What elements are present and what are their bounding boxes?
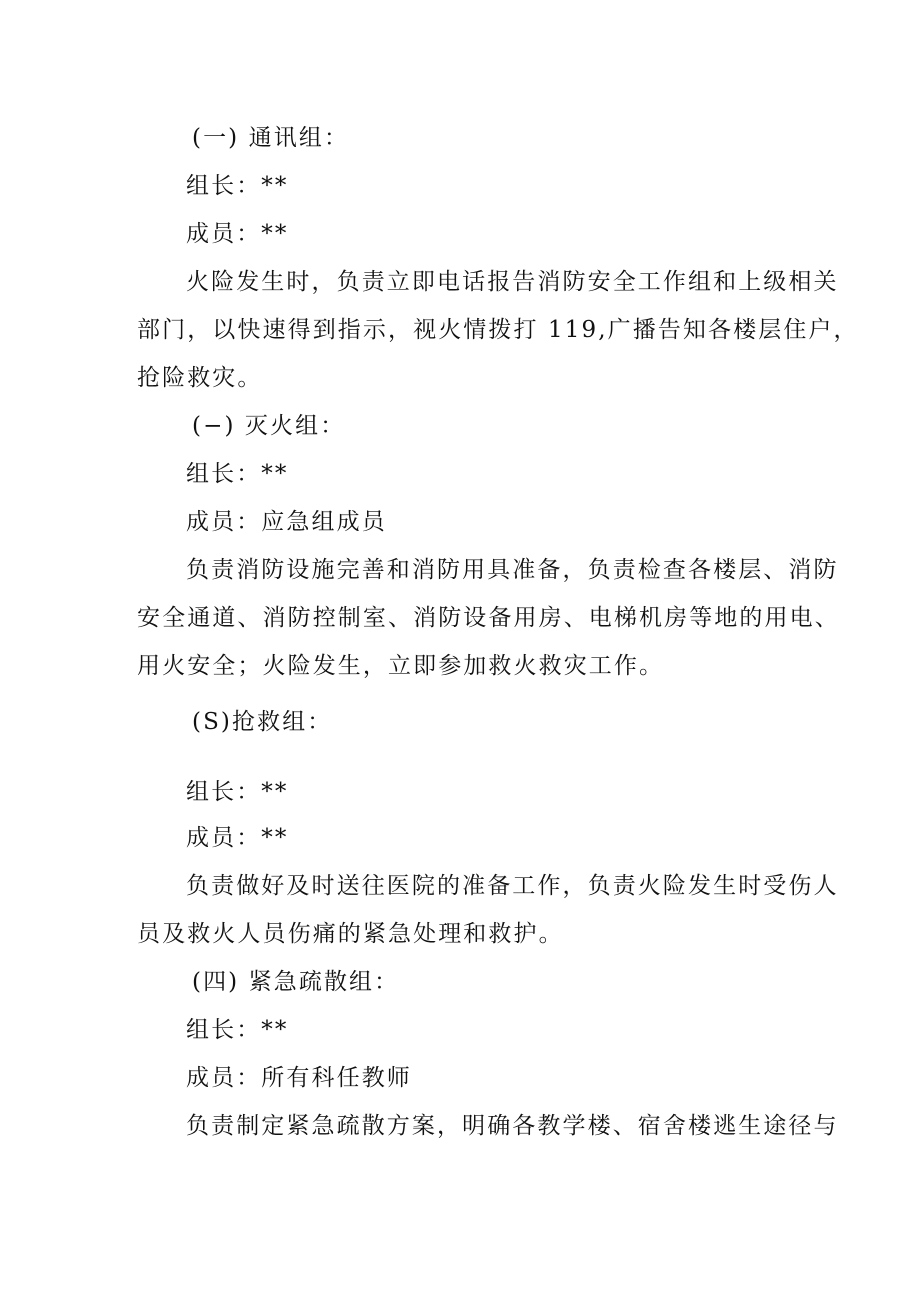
section-heading: (一) 通讯组： — [192, 125, 350, 151]
duty-line: 负责制定紧急疏散方案，明确各教学楼、宿舍楼逃生途径与 — [186, 1113, 839, 1139]
section-heading: (−) 灭火组： — [192, 413, 346, 439]
duty-line: 员及救火人员伤痛的紧急处理和救护。 — [137, 921, 564, 947]
group-members: 成员：** — [186, 221, 289, 247]
duty-line: 抢险救灾。 — [137, 365, 263, 391]
duty-line: 安全通道、消防控制室、消防设备用房、电梯机房等地的用电、 — [137, 605, 840, 631]
duty-line: 火险发生时，负责立即电话报告消防安全工作组和上级相关 — [186, 269, 839, 295]
group-leader: 组长：** — [186, 779, 289, 805]
group-leader: 组长：** — [186, 1017, 289, 1043]
group-members: 成员：应急组成员 — [186, 509, 387, 535]
duty-line: 用火安全；火险发生，立即参加救火救灾工作。 — [137, 653, 665, 679]
group-leader: 组长：** — [186, 461, 289, 487]
duty-line: 负责消防设施完善和消防用具准备，负责检查各楼层、消防 — [186, 557, 839, 583]
group-leader: 组长：** — [186, 173, 289, 199]
section-heading: (四) 紧急疏散组： — [192, 969, 400, 995]
section-heading: (S)抢救组： — [192, 709, 333, 735]
duty-line: 部门，以快速得到指示，视火情拨打 119,广播告知各楼层住户， — [137, 317, 859, 343]
group-members: 成员：** — [186, 825, 289, 851]
group-members: 成员：所有科任教师 — [186, 1065, 412, 1091]
duty-line: 负责做好及时送往医院的准备工作，负责火险发生时受伤人 — [186, 873, 839, 899]
